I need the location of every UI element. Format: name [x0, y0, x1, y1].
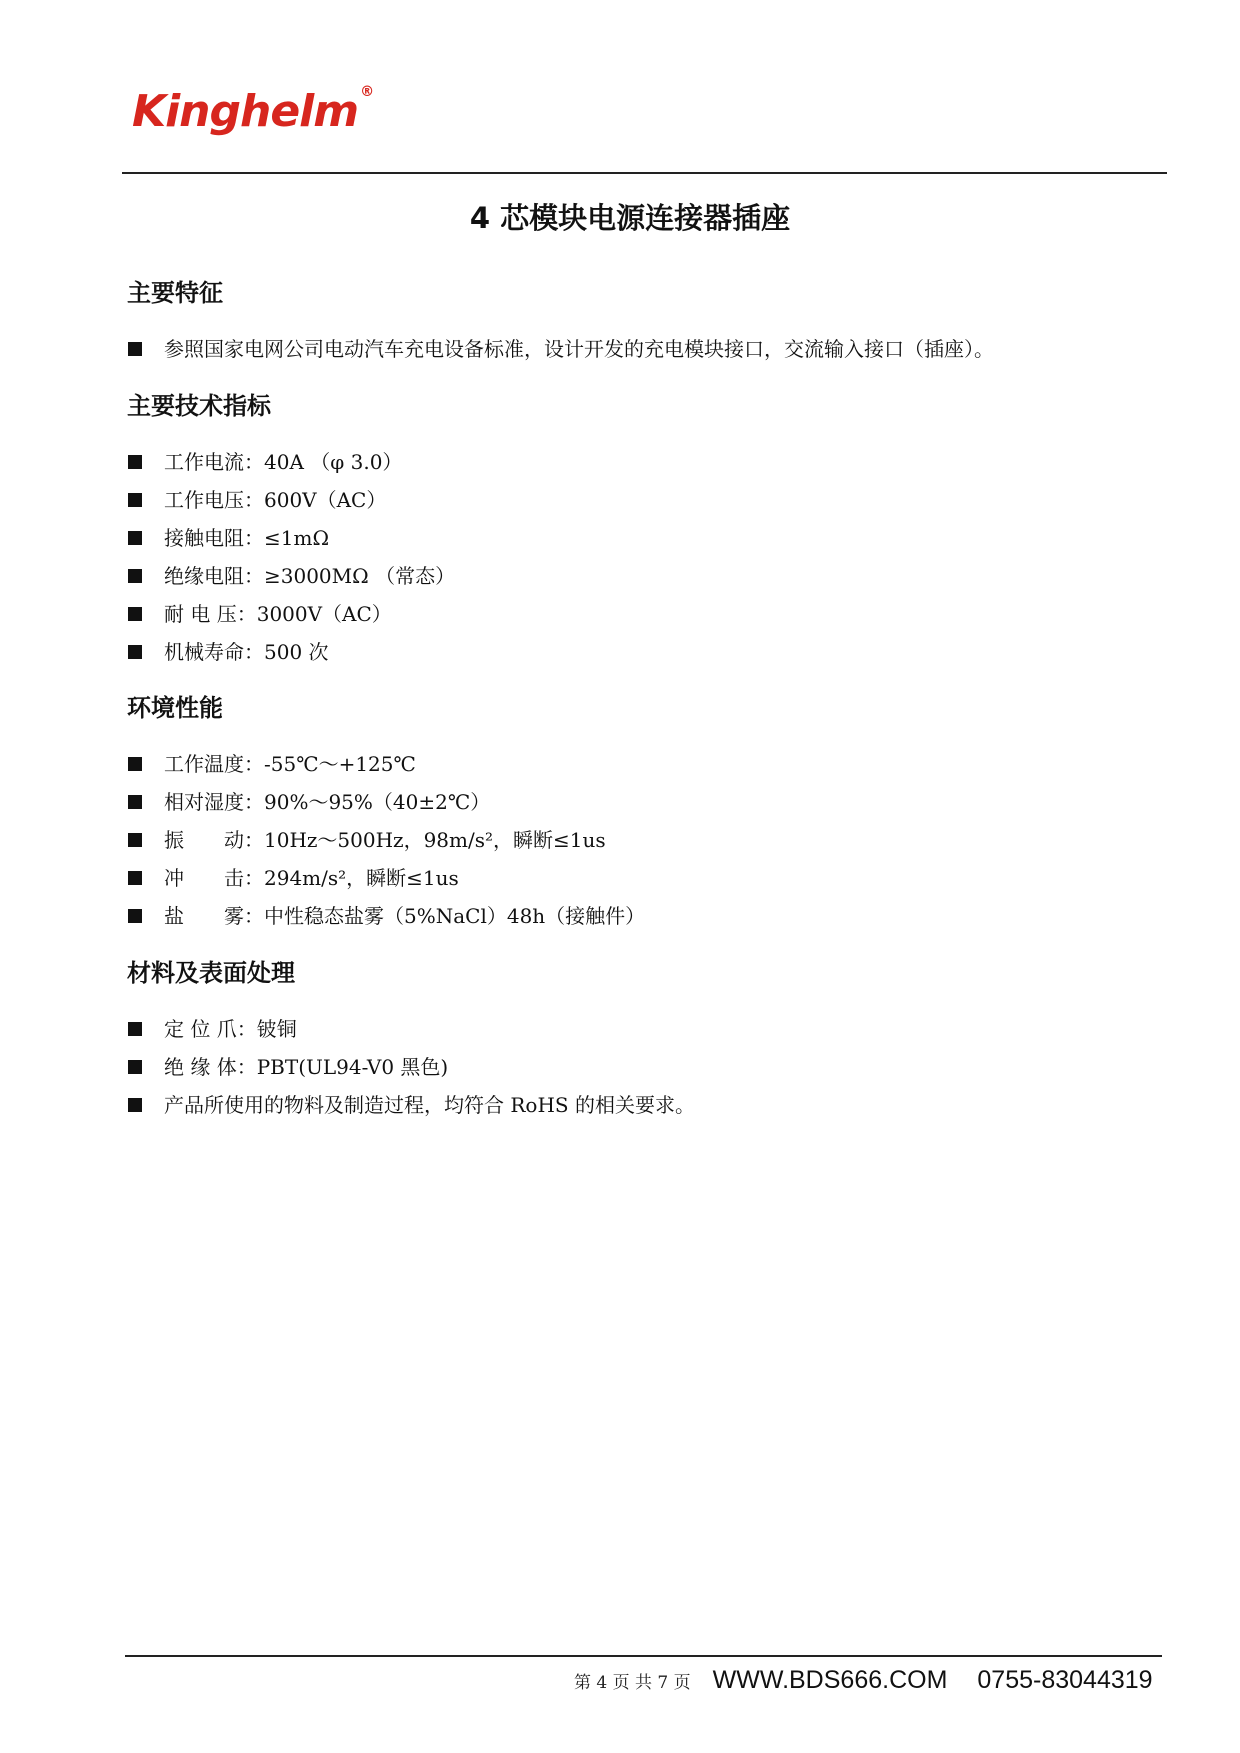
item-text: 机械寿命：500 次	[164, 640, 329, 664]
phone-number: 0755-83044319	[977, 1665, 1153, 1694]
list-item	[127, 1048, 695, 1086]
list-item	[127, 859, 645, 897]
square-bullet-icon	[128, 1060, 142, 1074]
list-item	[127, 1010, 695, 1048]
section-materials	[127, 953, 695, 1124]
environment-list	[127, 745, 645, 935]
item-text: 耐 电 压：3000V（AC）	[164, 602, 392, 626]
section-heading: 材料及表面处理	[127, 959, 295, 987]
section-heading: 主要技术指标	[127, 392, 271, 420]
section-heading: 环境性能	[127, 694, 223, 722]
list-item	[127, 821, 645, 859]
square-bullet-icon	[128, 569, 142, 583]
spec-list	[127, 443, 455, 671]
item-text: 定 位 爪：铍铜	[164, 1017, 297, 1041]
item-text: 工作电流：40A （φ 3.0）	[164, 450, 403, 474]
square-bullet-icon	[128, 342, 142, 356]
item-text: 相对湿度：90%～95%（40±2℃）	[164, 790, 491, 814]
list-item	[127, 633, 455, 671]
square-bullet-icon	[128, 645, 142, 659]
item-text: 接触电阻：≤1mΩ	[164, 526, 330, 550]
page-title: 4 芯模块电源连接器插座	[469, 201, 791, 235]
square-bullet-icon	[128, 531, 142, 545]
section-tech-specs	[127, 386, 455, 671]
list-item	[127, 897, 645, 935]
square-bullet-icon	[128, 833, 142, 847]
logo-text: Kinghelm	[132, 86, 359, 137]
square-bullet-icon	[128, 795, 142, 809]
item-text: 盐 雾：中性稳态盐雾（5%NaCl）48h（接触件）	[164, 904, 646, 928]
list-item	[127, 745, 645, 783]
square-bullet-icon	[128, 909, 142, 923]
header-rule	[122, 172, 1167, 174]
square-bullet-icon	[128, 757, 142, 771]
list-item	[127, 330, 994, 368]
kinghelm-logo	[132, 86, 373, 137]
square-bullet-icon	[128, 871, 142, 885]
page-footer	[574, 1662, 1153, 1698]
section-main-features	[127, 273, 994, 368]
list-item	[127, 783, 645, 821]
section-heading: 主要特征	[127, 279, 223, 307]
materials-list	[127, 1010, 695, 1124]
footer-rule	[125, 1655, 1162, 1657]
square-bullet-icon	[128, 1098, 142, 1112]
list-item	[127, 557, 455, 595]
section-environment	[127, 688, 645, 935]
item-text: 绝 缘 体：PBT(UL94-V0 黑色)	[164, 1055, 449, 1079]
page-number: 第 4 页 共 7 页	[574, 1672, 691, 1693]
item-text: 冲 击：294m/s²，瞬断≤1us	[164, 866, 459, 890]
square-bullet-icon	[128, 455, 142, 469]
item-text: 产品所使用的物料及制造过程，均符合 RoHS 的相关要求。	[164, 1093, 695, 1117]
item-text: 振 动：10Hz～500Hz，98m/s²，瞬断≤1us	[164, 828, 606, 852]
list-item	[127, 481, 455, 519]
list-item	[127, 519, 455, 557]
item-text: 工作温度：-55℃～+125℃	[164, 752, 416, 776]
feature-list	[127, 330, 994, 368]
list-item	[127, 595, 455, 633]
item-text: 绝缘电阻：≥3000MΩ （常态）	[164, 564, 456, 588]
website-text: WWW.BDS666.COM	[712, 1665, 948, 1694]
square-bullet-icon	[128, 493, 142, 507]
square-bullet-icon	[128, 607, 142, 621]
list-item	[127, 1086, 695, 1124]
registered-mark: ®	[360, 84, 374, 101]
list-item	[127, 443, 455, 481]
square-bullet-icon	[128, 1022, 142, 1036]
item-text: 工作电压：600V（AC）	[164, 488, 387, 512]
item-text: 参照国家电网公司电动汽车充电设备标准，设计开发的充电模块接口，交流输入接口（插座）。	[164, 337, 994, 361]
